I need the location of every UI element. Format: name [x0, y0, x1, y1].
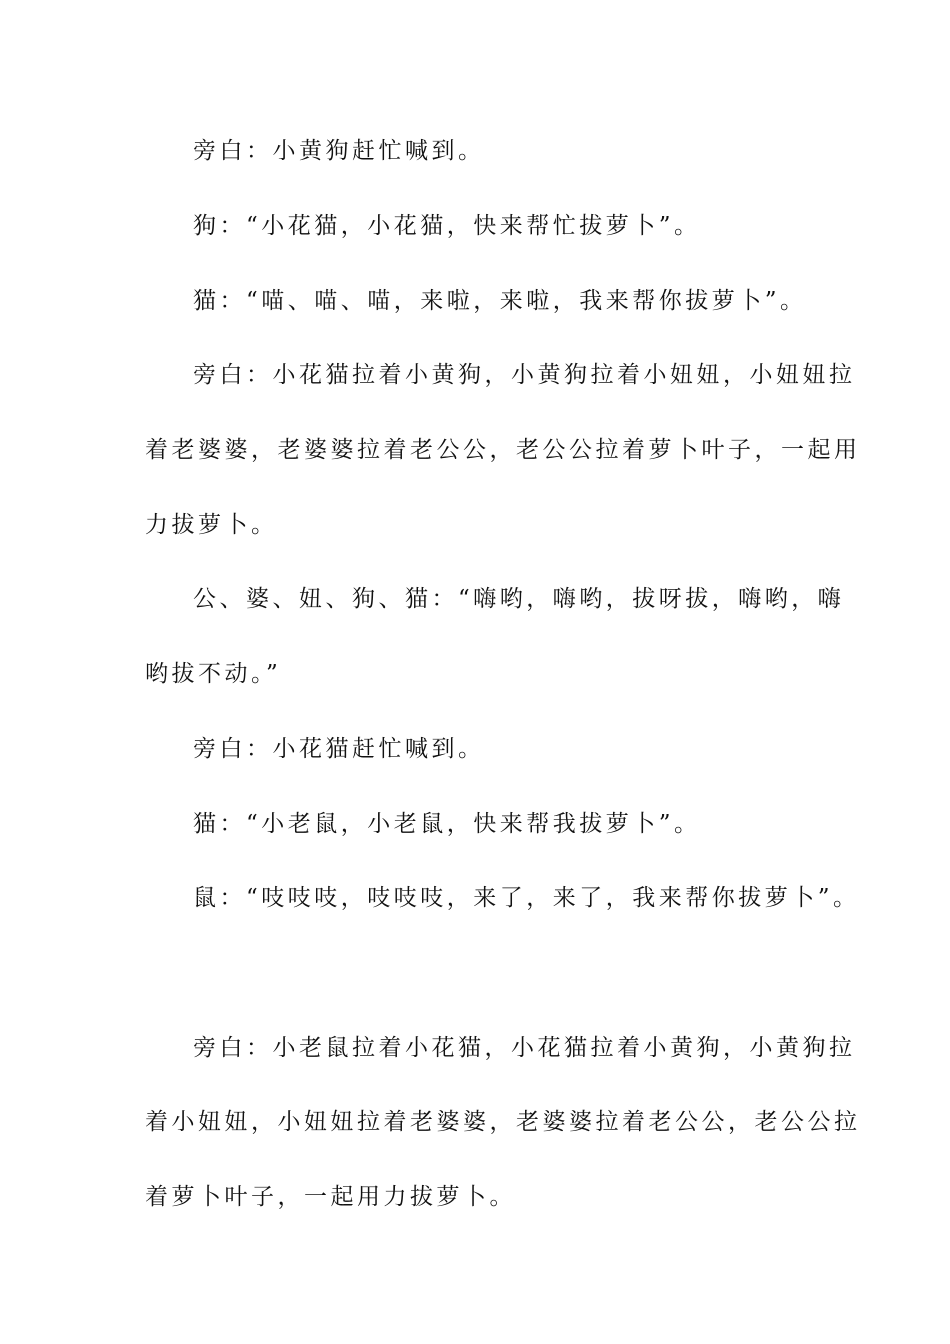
text-line: 着萝卜叶子，一起用力拔萝卜。 — [145, 1184, 516, 1210]
text-line: 力拔萝卜。 — [145, 512, 278, 538]
text-line: 旁白：小花猫赶忙喊到。 — [193, 736, 485, 762]
text-line: 旁白：小老鼠拉着小花猫，小花猫拉着小黄狗，小黄狗拉 — [193, 1035, 856, 1061]
text-line: 猫：“喵、喵、喵，来啦，来啦，我来帮你拔萝卜”。 — [193, 288, 807, 314]
text-line: 猫：“小老鼠，小老鼠，快来帮我拔萝卜”。 — [193, 811, 701, 837]
text-line: 着老婆婆，老婆婆拉着老公公，老公公拉着萝卜叶子，一起用 — [145, 437, 861, 463]
text-line: 鼠：“吱吱吱，吱吱吱，来了，来了，我来帮你拔萝卜”。 — [193, 885, 860, 911]
text-line: 公、婆、妞、狗、猫：“嗨哟，嗨哟，拔呀拔，嗨哟，嗨 — [193, 586, 845, 612]
text-line: 哟拔不动。” — [145, 661, 282, 687]
text-line: 旁白：小花猫拉着小黄狗，小黄狗拉着小妞妞，小妞妞拉 — [193, 362, 856, 388]
text-line: 旁白：小黄狗赶忙喊到。 — [193, 138, 485, 164]
text-line: 着小妞妞，小妞妞拉着老婆婆，老婆婆拉着老公公，老公公拉 — [145, 1109, 861, 1135]
text-line: 狗：“小花猫，小花猫，快来帮忙拔萝卜”。 — [193, 213, 701, 239]
